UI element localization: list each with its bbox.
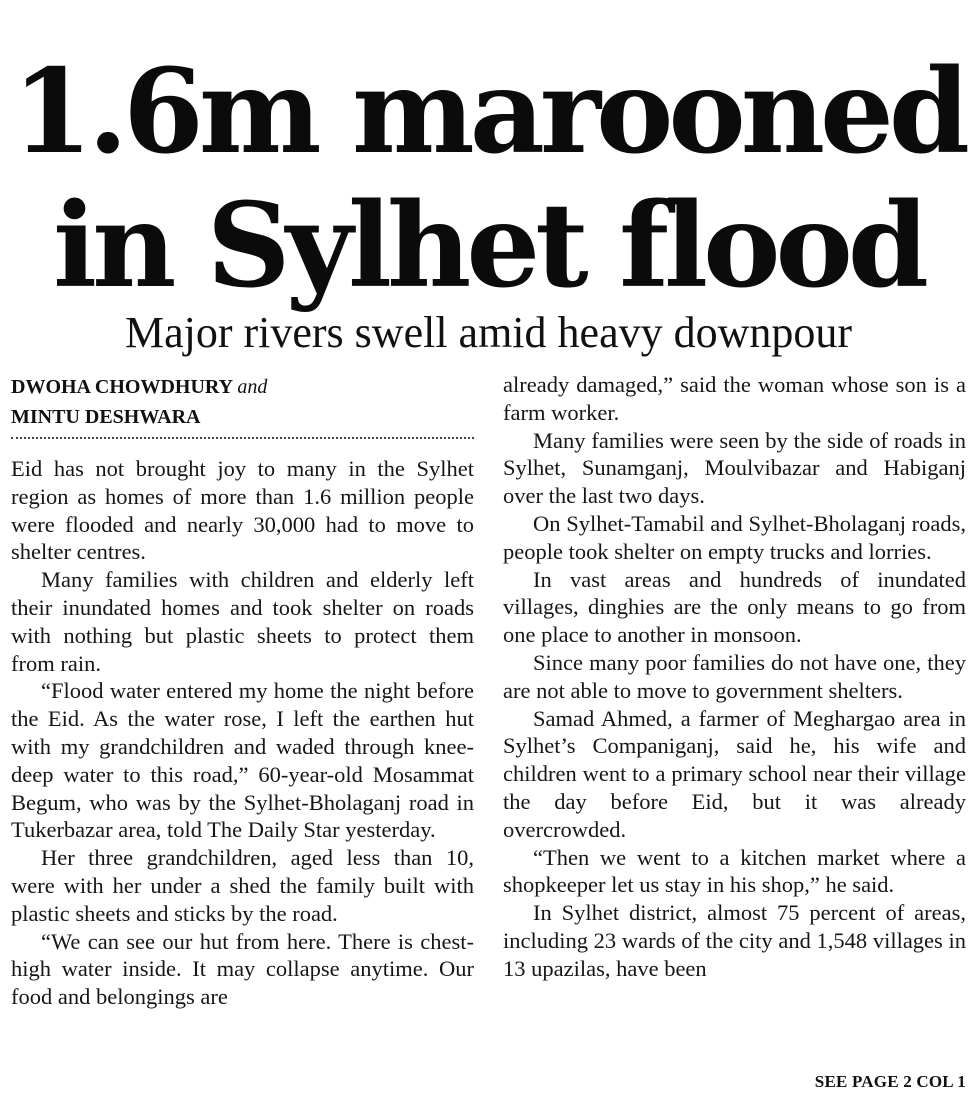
paragraph: Eid has not brought joy to many in the Sylhet region as homes of more than 1.6 million people were flooded and nearly 30,000 had to move to shelter centres. (11, 456, 474, 565)
article-column-1 (11, 455, 474, 1011)
paragraph: “Flood water entered my home the night before the Eid. As the water rose, I left the earthen hut with my grandchildren and waded through knee-deep water to this road,” 60-year-old Mosammat Begum, who was by the Sylhet-Bholaganj road in Tukerbazar area, told The Daily Star yesterday. (11, 678, 474, 843)
paragraph: “Then we went to a kitchen market where a shopkeeper let us stay in his shop,” he said. (503, 844, 966, 898)
headline-line-2: in Sylhet flood (53, 178, 924, 314)
paragraph: Her three grandchildren, aged less than 10, were with her under a shed the family built with plastic sheets and sticks by the road. (11, 845, 474, 926)
article-column-2 (503, 371, 966, 983)
paragraph: already damaged,” said the woman whose son is a farm worker. (503, 372, 966, 425)
paragraph: “We can see our hut from here. There is chest-high water inside. It may collapse anytime. Our food and belongings are (11, 928, 474, 1010)
paragraph: Samad Ahmed, a farmer of Meghargao area in Sylhet’s Companiganj, said he, his wife and children went to a primary school near their village the day before Eid, but it was already overcrowded. (503, 705, 966, 842)
byline (11, 372, 474, 432)
byline-author-2: MINTU DESHWARA (11, 406, 201, 428)
paragraph: Many families were seen by the side of roads in Sylhet, Sunamganj, Moulvibazar and Habiganj over the last two days. (503, 427, 966, 509)
paragraph: In Sylhet district, almost 75 percent of areas, including 23 wards of the city and 1,548 villages in 13 upazilas, have been (503, 900, 966, 981)
paragraph: On Sylhet-Tamabil and Sylhet-Bholaganj roads, people took shelter on empty trucks and lorries. (503, 510, 966, 564)
paragraph: Many families with children and elderly left their inundated homes and took shelter on roads with nothing but plastic sheets to protect them from rain. (11, 567, 474, 676)
byline-conjunction: and (237, 376, 268, 398)
continuation-reference: SEE PAGE 2 COL 1 (814, 1072, 966, 1091)
paragraph: Since many poor families do not have one, they are not able to move to government shelters. (503, 649, 966, 703)
headline-line-1: 1.6m marooned (12, 44, 965, 180)
byline-author-1: DWOHA CHOWDHURY (11, 376, 233, 398)
paragraph: In vast areas and hundreds of inundated villages, dinghies are the only means to go from one place to another in monsoon. (503, 566, 966, 648)
byline-divider (11, 437, 474, 439)
subheadline: Major rivers swell amid heavy downpour (124, 308, 853, 357)
